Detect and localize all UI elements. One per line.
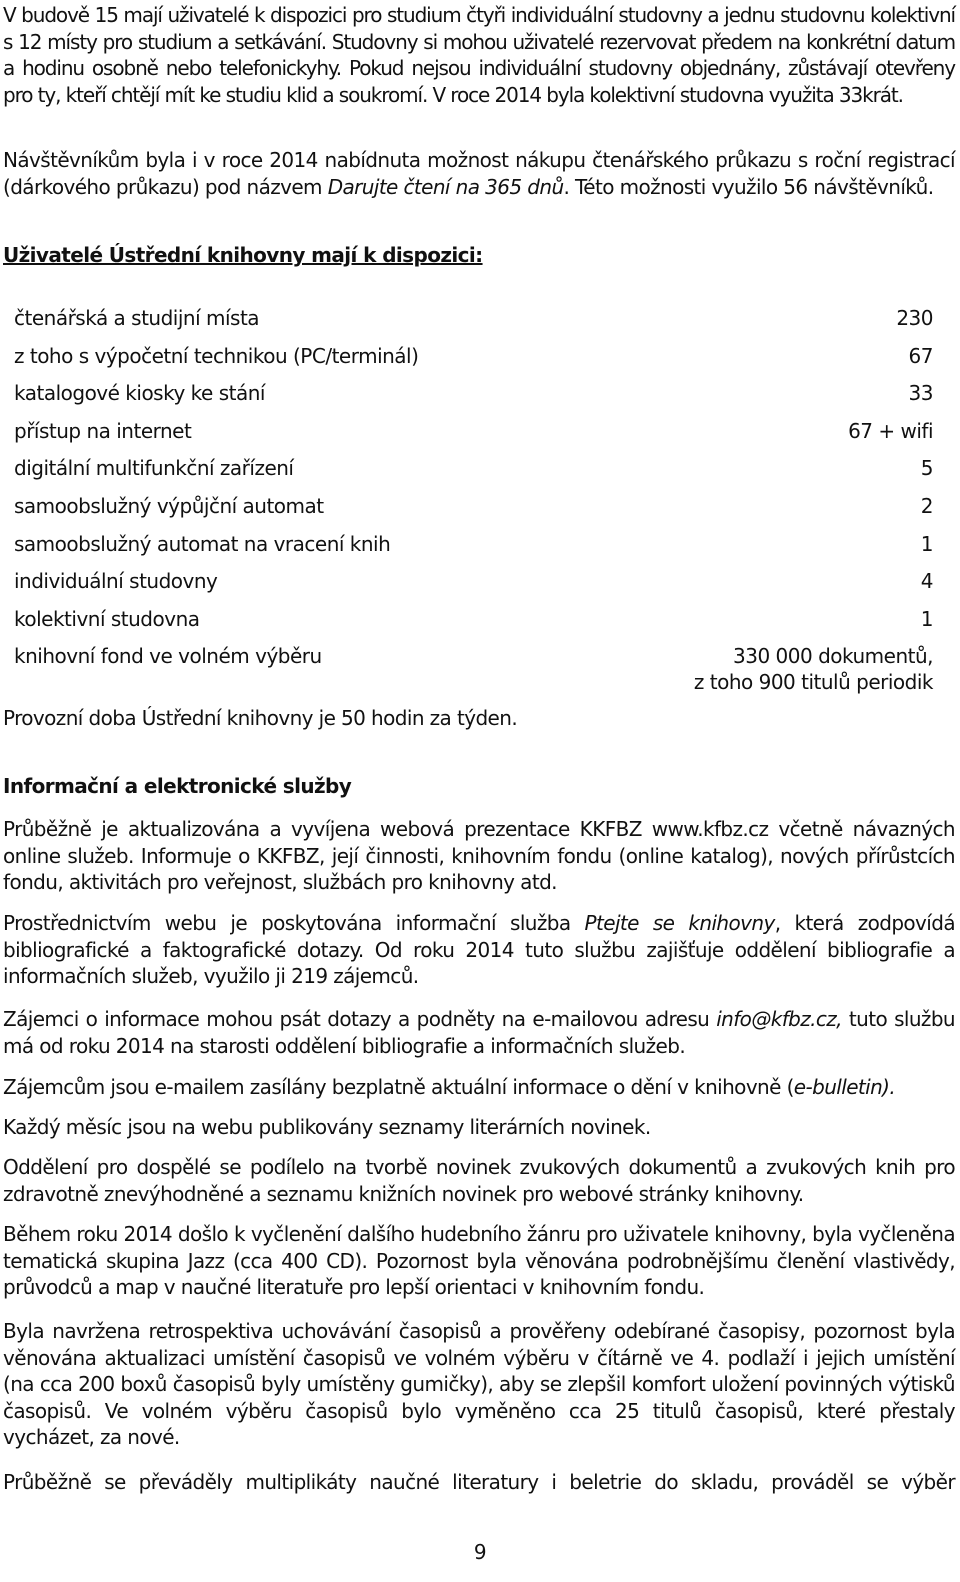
fund-label: knihovní fond ve volném výběru [14, 644, 322, 669]
table-row-fund [14, 643, 933, 703]
table-row [14, 493, 933, 531]
intro-paragraph-2 [3, 147, 955, 200]
row-label: samoobslužný výpůjční automat [14, 493, 324, 518]
fund-value-periodicals: z toho 900 titulů periodik [693, 670, 933, 695]
table-row [14, 455, 933, 493]
facilities-heading: Uživatelé Ústřední knihovny mají k dispozici: [3, 243, 483, 267]
email-address: info@kfbz.cz, [716, 1007, 842, 1031]
row-label: čtenářská a studijní místa [14, 306, 260, 330]
row-label: individuální studovny [14, 569, 218, 594]
services-paragraph-3-text: Zájemci o informace mohou psát dotazy a podněty na e-mailovou adresu [3, 1007, 717, 1031]
services-paragraph-8: Byla navržena retrospektiva uchovávání časopisů a prověřeny odebírané časopisy, pozornost byla věnována aktualizaci umístění časopisů ve volném výběru v čítárně ve 4. podlaží i jejich umístění (na cca 200 boxů časopisů byly umístěny gumičky), aby se zlepšil komfort uložení povinných výtisků časopisů. Ve volném výběru časopisů bylo vyměněno cca 25 titulů časopisů, které přestaly vycházet, za nové. [3, 1319, 955, 1449]
table-row [14, 380, 933, 418]
table-row [14, 343, 933, 381]
gift-card-name: Darujte čtení na 365 dnů [327, 174, 564, 199]
services-paragraph-2-text: Prostřednictvím webu je poskytována informační služba [3, 911, 585, 935]
row-value: 4 [920, 569, 933, 594]
services-paragraph-3-text-end: tuto službu má od roku 2014 na starosti oddělení bibliografie a informačních služeb. [3, 1007, 956, 1058]
services-paragraph-4 [3, 1074, 955, 1101]
row-value: 2 [920, 493, 933, 518]
row-value: 67 [908, 343, 933, 368]
services-paragraph-1: Průběžně je aktualizována a vyvíjena webová prezentace KKFBZ www.kfbz.cz včetně návazných online služeb. Informuje o KKFBZ, její činnosti, knihovním fondu (online katalog), nových přírůstcích fondu, aktivitách pro veřejnost, službách pro knihovny atd. [3, 817, 955, 894]
row-label: samoobslužný automat na vracení knih [14, 531, 391, 556]
row-value: 67 + wifi [848, 418, 933, 443]
services-paragraph-4-text: Zájemcům jsou e-mailem zasílány bezplatně aktuální informace o dění v knihovně ( [3, 1075, 794, 1099]
row-value: 5 [920, 456, 933, 481]
services-paragraph-5: Každý měsíc jsou na webu publikovány seznamy literárních novinek. [3, 1115, 651, 1139]
table-row [14, 531, 933, 569]
opening-hours-text: Provozní doba Ústřední knihovny je 50 hodin za týden. [3, 706, 518, 730]
table-row [14, 418, 933, 456]
facilities-table [14, 305, 933, 703]
row-label: katalogové kiosky ke stání [14, 381, 265, 406]
page-number: 9 [473, 1540, 487, 1564]
services-paragraph-2 [3, 910, 955, 990]
intro-paragraph-2-text: Návštěvníkům byla i v roce 2014 nabídnuta možnost nákupu čtenářského průkazu s roční registrací (dárkového průkazu) pod názvem [3, 148, 955, 199]
services-paragraph-3 [3, 1006, 955, 1059]
row-label: z toho s výpočetní technikou (PC/terminál) [14, 343, 419, 368]
row-value: 33 [908, 381, 933, 406]
services-heading: Informační a elektronické služby [3, 774, 352, 798]
fund-value-documents: 330 000 dokumentů, [733, 644, 933, 669]
row-value: 1 [920, 606, 933, 631]
service-name-ask-library: Ptejte se knihovny [584, 911, 775, 935]
services-paragraph-7: Během roku 2014 došlo k vyčlenění dalšího hudebního žánru pro uživatele knihovny, byla vyčleněna tematická skupina Jazz (cca 400 CD). Pozornost byla věnována podrobnějšímu členění vlastivědy, průvodců a map v naučné literatuře pro lepší orientaci v knihovním fondu. [3, 1222, 955, 1299]
row-label: digitální multifunkční zařízení [14, 456, 294, 481]
fund-value [694, 643, 933, 695]
row-label: přístup na internet [14, 418, 192, 443]
table-row [14, 305, 933, 343]
row-value: 230 [896, 306, 933, 330]
services-paragraph-2-text-end: , která zodpovídá bibliografické a faktografické dotazy. Od roku 2014 tuto službu zajišťuje oddělení bibliografie a informačních služeb, využilo ji 219 zájemců. [3, 911, 955, 988]
services-paragraph-9: Průběžně se převáděly multiplikáty naučné literatury i beletrie do skladu, prováděl se výběr [3, 1470, 955, 1494]
intro-paragraph-2-text-end: . Této možnosti využilo 56 návštěvníků. [563, 174, 934, 199]
bulletin-name: e-bulletin). [793, 1075, 896, 1099]
intro-paragraph-1: V budově 15 mají uživatelé k dispozici pro studium čtyři individuální studovny a jednu studovnu kolektivní s 12 místy pro studium a setkávání. Studovny si mohou uživatelé rezervovat předem na konkrétní datum a hodinu osobně nebo telefonickyhy. Pokud nejsou individuální studovny objednány, zůstávají otevřeny pro ty, kteří chtějí mít ke studiu klid a soukromí. V roce 2014 byla kolektivní studovna využita 33krát. [3, 3, 955, 107]
row-value: 1 [920, 531, 933, 556]
row-label: kolektivní studovna [14, 606, 200, 631]
table-row [14, 568, 933, 606]
services-paragraph-6: Oddělení pro dospělé se podílelo na tvorbě novinek zvukových dokumentů a zvukových knih pro zdravotně znevýhodněné a seznamu knižních novinek pro webové stránky knihovny. [3, 1155, 955, 1206]
table-row [14, 606, 933, 644]
